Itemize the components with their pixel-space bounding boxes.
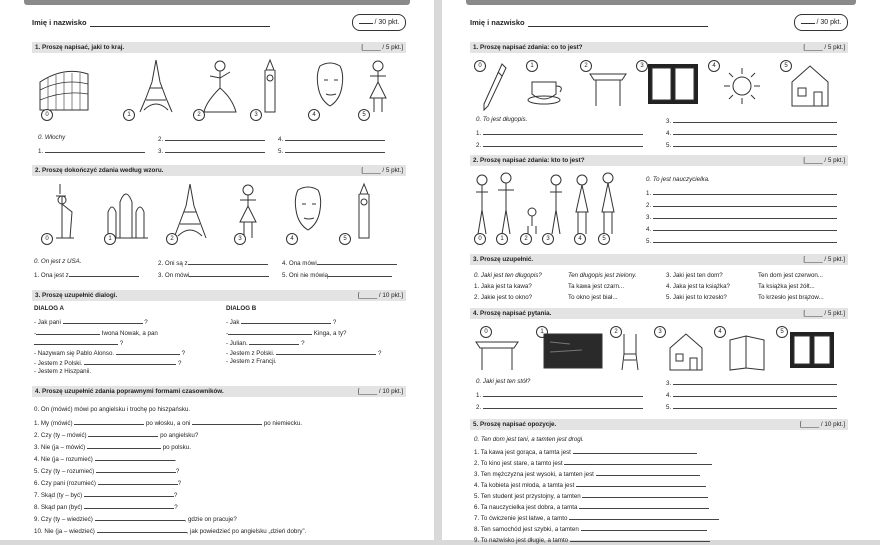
answer-line[interactable]: 2. (476, 402, 643, 412)
blackboard-picture (542, 330, 604, 372)
picture-number: 3 (250, 109, 262, 121)
answer-line[interactable]: 2. (646, 200, 837, 210)
answer-line[interactable]: 4. Ona mówi (282, 258, 397, 268)
answer-line[interactable]: 5. Oni nie mówią (282, 270, 392, 280)
exercise-line[interactable]: 2. To kino jest stare, a tamto jest (474, 458, 712, 468)
worksheet-left (0, 0, 434, 540)
answer-line[interactable]: 5. (666, 402, 837, 412)
section-3-header (470, 254, 848, 265)
section-2-header (470, 155, 848, 166)
dialog-line[interactable]: - Jak ? (226, 319, 337, 326)
answer-line[interactable]: 4. (666, 390, 837, 400)
section-1-header (32, 42, 406, 53)
answer-line[interactable]: 5. (646, 236, 837, 246)
table-picture (474, 336, 520, 372)
chair-picture (620, 330, 640, 372)
picture-number: 5 (776, 326, 788, 338)
exercise-line: 0. Ten dom jest tani, a tamten jest drogi. (474, 436, 584, 443)
exercise-line[interactable]: 7. Skąd (ty – być) ? (34, 492, 178, 499)
section-title: 3. Proszę uzupełnić. (473, 256, 534, 263)
girl-figure-picture (234, 182, 262, 240)
name-field[interactable] (528, 26, 708, 27)
big-ben-picture (260, 58, 280, 114)
section-2-header (32, 165, 406, 176)
picture-number: 4 (574, 233, 586, 245)
house-picture (788, 62, 832, 108)
picture-number: 5 (598, 233, 610, 245)
picture-number: 1 (123, 109, 135, 121)
eiffel-tower-picture (172, 182, 208, 240)
sun-picture (720, 66, 764, 106)
dialog-line[interactable]: - Iwona Nowak, a pan (34, 330, 158, 337)
picture-number: 3 (654, 326, 666, 338)
picture-number: 0 (474, 60, 486, 72)
answer-line[interactable]: 3. On mówi (158, 270, 269, 280)
question-cell: 1. Jaka jest ta kawa? (474, 283, 532, 290)
answer-example: 0. To jest nauczycielka. (646, 176, 710, 183)
answer-cell[interactable]: Ten dom jest czerwon... (758, 272, 823, 279)
question-cell: 4. Jaka jest ta książka? (666, 283, 730, 290)
dialog-b-heading: DIALOG B (226, 305, 257, 312)
people-group-picture (470, 172, 620, 238)
answer-cell[interactable]: Ta kawa jest czarn... (568, 283, 625, 290)
exercise-line[interactable]: 6. Czy pani (rozumieć) ? (34, 480, 182, 487)
answer-line[interactable]: 4. (666, 128, 837, 138)
picture-number: 0 (41, 233, 53, 245)
man-portrait-picture (290, 184, 326, 238)
pen-picture (482, 62, 506, 112)
answer-line[interactable]: 3. (666, 378, 837, 388)
exercise-line[interactable]: 9. To nazwisko jest długie, a tamto (474, 535, 710, 545)
exercise-line[interactable]: 1. My (mówić) po włosku, a oni po niemiecku. (34, 420, 302, 427)
picture-number: 0 (480, 326, 492, 338)
name-field[interactable] (90, 26, 270, 27)
section-title: 4. Proszę uzupełnić zdania poprawnymi formami czasowników. (35, 388, 224, 395)
picture-number: 0 (474, 233, 486, 245)
picture-number: 2 (520, 233, 532, 245)
picture-number: 2 (193, 109, 205, 121)
answer-example: 0. To jest długopis. (476, 116, 528, 123)
name-label: Imię i nazwisko (32, 18, 87, 27)
section-4-header (32, 386, 406, 397)
score-box (352, 14, 406, 31)
answer-line[interactable]: 2. (476, 140, 643, 150)
dialog-line: - Jestem z Hiszpanii. (34, 368, 92, 375)
exercise-line[interactable]: 3. Ten mężczyzna jest wysoki, a tamten jest (474, 469, 700, 479)
exercise-line[interactable]: 7. To ćwiczenie jest łatwe, a tamto (474, 513, 719, 523)
exercise-line[interactable]: 3. Nie (ja – mówić) po polsku. (34, 444, 191, 451)
dialog-line[interactable]: ? (34, 338, 123, 348)
exercise-line[interactable]: 5. Czy (ty – rozumieć) ? (34, 468, 180, 475)
answer-line[interactable]: 4. (278, 134, 385, 144)
dialog-a-heading: DIALOG A (34, 305, 65, 312)
section-1-header (470, 42, 848, 53)
question-cell: 5. Jaki jest to krzesło? (666, 294, 727, 301)
section-5-header (470, 419, 848, 430)
picture-number: 4 (286, 233, 298, 245)
section-points: [_____ / 5 pkt.] (361, 44, 403, 51)
answer-line[interactable]: 4. (646, 224, 837, 234)
picture-number: 5 (339, 233, 351, 245)
picture-number: 1 (536, 326, 548, 338)
answer-line[interactable]: 5. (666, 140, 837, 150)
answer-line[interactable]: 3. (646, 212, 837, 222)
exercise-line[interactable]: 8. Skąd pan (być) ? (34, 504, 178, 511)
section-3-header (32, 290, 406, 301)
section-points: [_____ / 5 pkt.] (361, 167, 403, 174)
picture-number: 2 (580, 60, 592, 72)
statue-of-liberty-picture (52, 182, 80, 240)
section-points: [_____ / 10 pkt.] (357, 388, 403, 395)
answer-example: 0. On jest z USA. (34, 258, 82, 265)
section-points: [_____ / 10 pkt.] (357, 292, 403, 299)
big-ben-picture (354, 182, 374, 240)
dialog-line[interactable]: - Jestem z Polski. ? (34, 360, 182, 367)
picture-number: 1 (104, 233, 116, 245)
man-portrait-picture (312, 60, 348, 112)
section-title: 3. Proszę uzupełnić dialogi. (35, 292, 118, 299)
section-4-header (470, 308, 848, 319)
table-picture (588, 68, 628, 108)
dialog-line[interactable]: - Kinga, a ty? (226, 330, 347, 337)
answer-cell[interactable]: To okno jest biał... (568, 294, 618, 301)
answer-line[interactable]: 1. (38, 146, 145, 156)
answer-example: 0. Włochy (38, 134, 66, 141)
picture-number: 3 (542, 233, 554, 245)
section-points: [_____ / 10 pkt.] (799, 421, 845, 428)
flamenco-dancer-picture (200, 58, 240, 114)
section-points: [_____ / 5 pkt.] (803, 310, 845, 317)
section-points: [_____ / 5 pkt.] (803, 256, 845, 263)
answer-line[interactable]: 3. (666, 116, 837, 126)
answer-line[interactable]: 1. (476, 390, 643, 400)
coffee-cup-picture (526, 78, 570, 108)
answer-line[interactable]: 1. (646, 188, 837, 198)
name-row (32, 14, 406, 30)
answer-cell[interactable]: Ta książka jest żółt... (758, 283, 815, 290)
question-cell: 3. Jaki jest ten dom? (666, 272, 723, 279)
section-title: 1. Proszę napisać zdania: co to jest? (473, 44, 583, 51)
picture-number: 1 (526, 60, 538, 72)
girl-figure-picture (364, 58, 392, 114)
answer-line[interactable]: 3. (158, 146, 265, 156)
picture-number: 5 (358, 109, 370, 121)
picture-number: 0 (41, 109, 53, 121)
top-bar (466, 0, 856, 5)
dialog-line[interactable]: - Jestem z Polski. ? (226, 350, 382, 357)
exercise-line[interactable]: 4. Nie (ja – rozumieć) . (34, 456, 177, 463)
picture-number: 3 (636, 60, 648, 72)
picture-number: 2 (610, 326, 622, 338)
answer-line[interactable]: 2. (158, 134, 265, 144)
answer-cell[interactable]: To krzesło jest brązow... (758, 294, 824, 301)
answer-example: 0. Jaki jest ten stół? (476, 378, 531, 385)
picture-number: 2 (166, 233, 178, 245)
answer-line[interactable]: 5. (278, 146, 385, 156)
picture-number: 1 (496, 233, 508, 245)
exercise-line[interactable]: 6. Ta nauczycielka jest dobra, a tamta (474, 502, 709, 512)
book-picture (726, 330, 768, 372)
section-title: 4. Proszę napisać pytania. (473, 310, 552, 317)
picture-number: 5 (780, 60, 792, 72)
picture-number: 4 (708, 60, 720, 72)
section-title: 5. Proszę napisać opozycje. (473, 421, 557, 428)
colosseum-picture (38, 64, 90, 112)
window-picture (646, 62, 700, 106)
exercise-line[interactable]: 5. Ten student jest przystojny, a tamten (474, 491, 708, 501)
dialog-line[interactable]: - Nazywam się Pablo Alonso. ? (34, 350, 186, 357)
question-cell: 0. Jaki jest ten długopis? (474, 272, 542, 279)
question-cell: 2. Jakie jest to okno? (474, 294, 533, 301)
exercise-line[interactable]: 10. Nie (ja – wiedzieć) , jak powiedzieć po angielsku „dzień dobry”. (34, 528, 307, 535)
picture-number: 4 (308, 109, 320, 121)
dialog-line: - Jestem z Francji. (226, 358, 277, 365)
window-picture (788, 330, 836, 370)
saint-basil-cathedral-picture (102, 182, 150, 240)
exercise-line[interactable]: 4. Ta kobieta jest młoda, a tamta jest (474, 480, 706, 490)
section-title: 1. Proszę napisać, jaki to kraj. (35, 44, 125, 51)
section-points: [_____ / 5 pkt.] (803, 157, 845, 164)
section-title: 2. Proszę napisać zdania: kto to jest? (473, 157, 585, 164)
exercise-line[interactable]: 9. Czy (ty – wiedzieć) , gdzie on pracuje? (34, 516, 237, 523)
section-title: 2. Proszę dokończyć zdania według wzoru. (35, 167, 164, 174)
worksheet-right (442, 0, 880, 544)
eiffel-tower-picture (138, 58, 174, 114)
house-picture (666, 330, 706, 372)
section-points: [_____ / 5 pkt.] (803, 44, 845, 51)
dialog-line[interactable]: - Jak pani ? (34, 319, 148, 326)
name-row (470, 14, 848, 30)
answer-line[interactable]: 2. Oni są z (158, 258, 268, 268)
answer-line[interactable]: 1. Ona jest z (34, 270, 139, 280)
top-bar (24, 0, 410, 5)
exercise-line[interactable]: 1. Ta kawa jest gorąca, a tamta jest (474, 447, 697, 457)
dialog-line: - Julian. ? (226, 340, 305, 347)
exercise-line[interactable]: 8. Ten samochód jest szybki, a tamten (474, 524, 707, 534)
score-box (794, 14, 848, 31)
name-label: Imię i nazwisko (470, 18, 525, 27)
score-text: / 30 pkt. (816, 19, 842, 26)
answer-cell: Ten długopis jest zielony. (568, 272, 637, 279)
exercise-line[interactable]: 2. Czy (ty – mówić) po angielsku? (34, 432, 199, 439)
picture-number: 4 (714, 326, 726, 338)
answer-line[interactable]: 1. (476, 128, 643, 138)
exercise-line: 0. On (mówić) mówi po angielsku i trochę po hiszpańsku. (34, 406, 191, 413)
picture-number: 3 (234, 233, 246, 245)
score-text: / 30 pkt. (374, 19, 400, 26)
